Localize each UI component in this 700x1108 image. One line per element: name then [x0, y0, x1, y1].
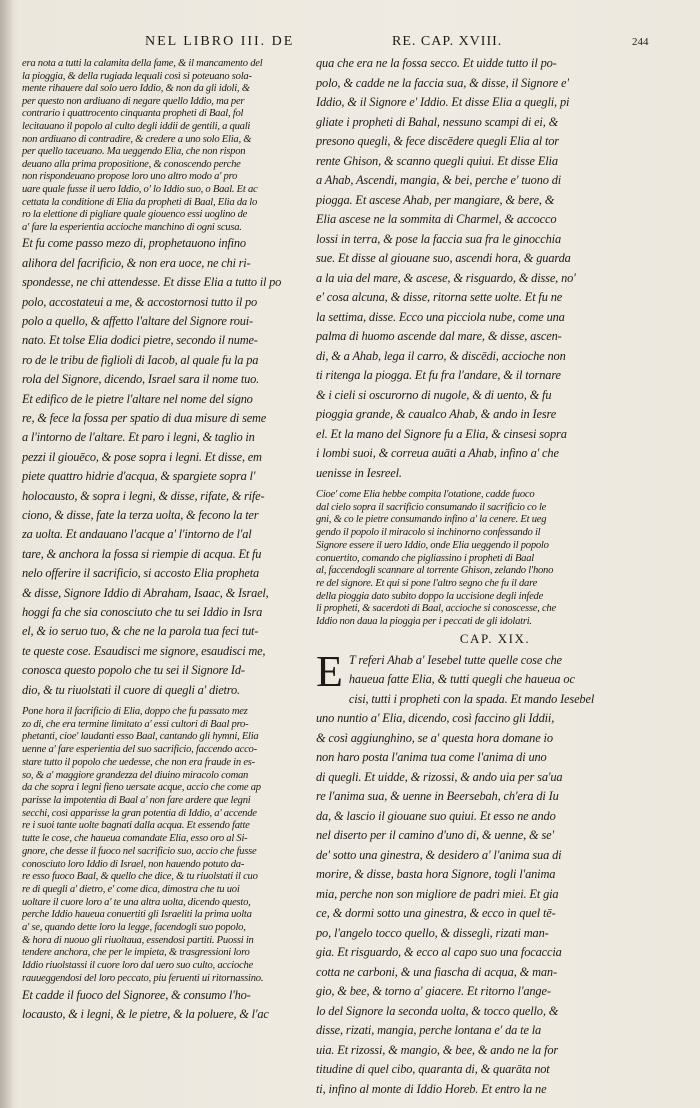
text-line: conosca questo popolo che tu sei il Signore Id-: [22, 663, 245, 678]
text-line: spondesse, ne chi attendesse. Et disse Elia a tutto il po: [22, 275, 282, 290]
commentary-line: era nota a tutti la calamita della fame, & il mancamento del: [22, 58, 263, 69]
commentary-line: Iddio riuolstassi il cuore loro dal uero suo culto, accioche: [22, 960, 253, 972]
text-line: i lombi suoi, & correua auāti a Ahab, infino a' che: [316, 446, 559, 460]
text-line: ti ritenga la piogga. Et fu fra l'andare, & il tornare: [316, 368, 561, 382]
text-line: te queste cose. Esaudisci me signore, esaudisci me,: [22, 643, 266, 658]
text-line: di, & a Ahab, lega il carro, & discēdi, accioche non: [316, 348, 566, 363]
chapter-text: [316, 646, 674, 1100]
left-intro-commentary: [22, 58, 308, 234]
text-line: & i cieli si oscurorno di nugole, & di uento, & fu: [316, 387, 552, 402]
commentary-line: uenne a' fare esperientia del suo sacrificio, faccendo acco-: [22, 744, 257, 756]
commentary-line: a' se, quando dette loro la legge, facendogli suo popolo,: [22, 922, 246, 934]
commentary-line: della pioggia dato subito doppo la uccisione degli infede: [316, 590, 544, 602]
text-line: dio, & tu riuolstati il cuore di quegli a' dietro.: [22, 682, 240, 697]
text-line: qua che era ne la fossa secco. Et uidde tutto il po-: [316, 56, 557, 70]
text-line: palma di huomo ascende dal mare, & disse, ascen-: [316, 329, 562, 343]
commentary-line: parisse la impotentia di Baal a' non fare ardere que legni: [22, 794, 251, 806]
commentary-line: gnore, che desse il fuoco nel sacrificio suo, accio che fusse: [22, 845, 257, 857]
commentary-line: conosciuto loro Iddio di Israel, non hauendo potuto da-: [22, 858, 245, 870]
left-closing-text: [22, 986, 308, 1025]
commentary-line: la pioggia, & della rugiada lequali così si poteuano sola-: [22, 70, 252, 82]
text-line: & così aggiunghino, se a' questa hora domane io: [316, 730, 553, 745]
commentary-line: deuano alla prima propositione, & conoscendo perche: [22, 158, 241, 170]
text-line: de' sotto una ginestra, & desidero a' l'anima sua di: [316, 847, 562, 862]
text-line: e' cosa alcuna, & disse, ritorna sette uolte. Et fu ne: [316, 290, 563, 304]
text-line: gio, & bee, & torno a' giacere. Et ritorno l'ange-: [316, 984, 551, 999]
text-line: gia. Et risguardo, & ecco al capo suo una focaccia: [316, 945, 562, 960]
chapter-heading: CAP. XIX.: [459, 630, 531, 646]
text-line: cisi, tutti i propheti con la spada. Et mando Iesebel: [348, 691, 595, 706]
commentary-line: conuertito, comando che pigliassino i propheti di Baal: [316, 552, 534, 564]
text-line: non haro posta l'anima tua come l'anima di uno: [316, 750, 547, 765]
text-line: presono quegli, & fece discēdere quegli Elia al tor: [316, 134, 559, 148]
commentary-line: a' fare la esperientia accioche manchino di ogni scusa.: [22, 221, 242, 233]
commentary-line: zo di, che era termine limitato a' essi cultori di Baal pro-: [22, 718, 249, 730]
text-line: uno nuntio a' Elia, dicendo, così faccino gli Iddii,: [316, 711, 555, 726]
commentary-line: li propheti, & sacerdoti di Baal, accioche si conoscesse, che: [316, 603, 556, 615]
commentary-line: lecitauano il popolo al culto degli iddii de gentili, a quali: [22, 120, 251, 132]
text-line: polo, & cadde ne la faccia sua, & disse, il Signore e': [316, 75, 569, 90]
commentary-line: gni, & co le pietre consumando infino a' la cenere. Et ueg: [316, 514, 547, 526]
text-line: pezzi il giouēco, & pose sopra i legni. Et disse, em: [22, 449, 262, 464]
drop-cap-initial: E: [316, 646, 343, 696]
commentary-line: Pone hora il facrificio di Elia, doppo che fu passato mez: [22, 706, 248, 718]
text-line: piogga. Et ascese Ahab, per mangiare, & bere, &: [316, 192, 555, 207]
text-line: polo a quello, & affetto l'altare del Signore roui-: [22, 313, 253, 328]
text-line: el, & io seruo tuo, & che ne la parola tua feci tut-: [22, 624, 259, 639]
commentary-line: Signore essere il uero Iddio, onde Elia ueggendo il popolo: [316, 539, 549, 551]
running-title-left: NEL LIBRO III. DE: [145, 34, 295, 49]
text-line: T referi Ahab a' Iesebel tutte quelle cose che: [348, 652, 562, 667]
text-line: re, & fece la fossa per spatio di dua misure di seme: [22, 410, 267, 425]
text-line: uenisse in Iesreel.: [316, 465, 402, 480]
commentary-line: ro la elettione di pigliare quale giouenco essi uoglino de: [22, 209, 248, 221]
commentary-line: re di quegli a' dietro, e' come dica, dimostra che tu uoi: [22, 883, 240, 895]
commentary-line: rauueggendosi del loro peccato, piu feruenti ui ritornassino.: [22, 972, 264, 984]
commentary-line: so, & a' maggiore grandezza del diuino miracolo coman: [22, 769, 249, 781]
text-line: Et edifico de le pietre l'altare nel nome del signo: [22, 391, 253, 406]
commentary-line: re i suoi tante uolte bagnati dalla acqua. Et essendo fatte: [22, 820, 250, 832]
commentary-line: contrario i quattrocento cinquanta propheti di Baal, fol: [22, 108, 244, 120]
right-commentary: [316, 489, 674, 629]
commentary-line: re del signore. Et qui si pone l'altro segno che fu il dare: [316, 577, 538, 589]
text-line: haueua fatte Elia, & tutti quegli che haueua oc: [348, 672, 575, 687]
commentary-line: per quello taceuano. Ma ueggendo Elia, che non rispon: [22, 146, 246, 158]
text-line: tare, & anchora la fossa si riempie di acqua. Et fu: [22, 546, 262, 561]
text-line: titudine di quel cibo, quaranta di, & quarāta not: [316, 1062, 550, 1077]
text-line: el. Et la mano del Signore fu a Elia, & cinsesi sopra: [316, 426, 567, 441]
commentary-line: Iddio non daua la pioggia per i peccati de gli idolatri.: [316, 616, 532, 628]
left-column: [22, 58, 308, 1078]
commentary-line: stare tutto il popolo che uedesse, che non era fraude in es-: [22, 756, 255, 768]
commentary-line: secchi, così apparisse la gran potentia di Iddio, a' accende: [22, 807, 257, 819]
text-line: Et fu come passo mezo di, prophetauono infino: [22, 236, 246, 251]
text-line: locausto, & i legni, & le pietre, & la poluere, & l'ac: [22, 1006, 269, 1021]
text-line: po, l'angelo tocco quello, & dissegli, rizati man-: [316, 925, 549, 940]
commentary-line: al, faccendogli scannare al torrente Ghison, zelando l'hono: [316, 565, 554, 577]
text-line: a l'intorno de l'altare. Et paro i legni, & taglio in: [22, 430, 255, 445]
commentary-line: Cioe' come Elia hebbe compita l'otatione, cadde fuoco: [316, 489, 535, 500]
commentary-line: perche Iddio haueua conuertiti gli Israeliti la prima uolta: [22, 909, 252, 921]
text-line: & disse, Signore Iddio di Abraham, Isaac, & Israel,: [22, 585, 269, 600]
text-line: ce, & dormi sotto una ginestra, & ecco in quel tē-: [316, 906, 556, 921]
commentary-line: cettata la conditione di Elia da propheti di Baal, Elia da lo: [22, 196, 258, 208]
commentary-line: mente rihauere dal solo uero Iddio, & non da gli idoli, &: [22, 83, 250, 95]
text-line: di quegli. Et uidde, & rizossi, & ando uia per sa'ua: [316, 769, 563, 784]
text-line: nato. Et tolse Elia dodici pietre, secondo il nume-: [22, 333, 258, 348]
commentary-line: uare quale fusse il uero Iddio, o' lo Iddio suo, o Baal. Et ac: [22, 183, 258, 195]
commentary-line: re esso fuoco Baal, & quello che dice, & tu riuolstati il cuo: [22, 871, 258, 883]
binding-shadow: [0, 0, 14, 1108]
text-line: alihora del facrificio, & non era uoce, ne chi ri-: [22, 255, 251, 270]
commentary-line: non ardiuano di contradire, & credere a uno solo Elia, &: [22, 133, 252, 145]
folio-number: 244: [632, 36, 649, 48]
text-line: a Ahab, Ascendi, mangia, & bei, perche e' tuono di: [316, 173, 562, 187]
text-line: a la uia del mare, & ascese, & risguardo, & disse, no': [316, 270, 576, 285]
text-line: la settima, disse. Ecco una picciola nube, come una: [316, 309, 565, 324]
text-line: lossi in terra, & pose la faccia sua fra le ginocchia: [316, 231, 562, 246]
text-line: ro de le tribu de figlioli di Iacob, al quale fu la pa: [22, 352, 259, 367]
text-line: pioggia grande, & caualco Ahab, & ando in Iesre: [316, 407, 557, 421]
left-commentary: [22, 706, 308, 985]
commentary-line: non rispondeuano propose loro uno altro modo a' pro: [22, 171, 238, 183]
text-line: za uolta. Et andauano l'acque a' l'intorno de l'al: [22, 527, 252, 542]
text-line: morire, & disse, basta hora Signore, togli l'anima: [316, 867, 556, 882]
text-line: Iddio, & il Signore e' Iddio. Et disse Elia a quegli, pi: [316, 95, 570, 109]
running-title-right: RE. CAP. XVIII.: [392, 34, 503, 49]
text-line: nelo offerire il sacrificio, si accosto Elia propheta: [22, 566, 259, 581]
right-main-text: [316, 54, 674, 483]
text-line: da, & lascio il giouane suo quiui. Et esso ne ando: [316, 808, 556, 823]
commentary-line: tutte le cose, che haueua comandate Elia, esso oro al Si-: [22, 833, 248, 845]
text-line: ciono, & disse, fate la terza uolta, & fecono la ter: [22, 508, 259, 522]
text-line: rola del Signore, dicendo, Israel sara il nome tuo.: [22, 372, 260, 387]
text-line: ti, infino al monte di Iddio Horeb. Et entro la ne: [316, 1081, 547, 1096]
right-column: [316, 54, 674, 1096]
text-line: lo del Signore la seconda uolta, & tocco quello, &: [316, 1003, 559, 1018]
text-line: uia. Et rizossi, & mangio, & bee, & ando ne la for: [316, 1042, 559, 1057]
text-line: disse, rizati, mangia, perche lontana e' da te la: [316, 1023, 542, 1038]
text-line: gliate i propheti di Bahal, nessuno scampi di ei, &: [316, 114, 559, 129]
text-line: holocausto, & sopra i legni, & disse, rifate, & rife-: [22, 488, 265, 503]
text-line: sue. Et disse al giouane suo, ascendi hora, & guarda: [316, 251, 571, 265]
text-line: polo, accostateui a me, & accostornosi tutto il po: [22, 294, 258, 309]
left-main-text: [22, 234, 308, 700]
text-line: piete quattro hidrie d'acqua, & spargiete sopra l': [22, 469, 256, 484]
commentary-line: gendo il popolo il miracolo si inchinorno confessando il: [316, 527, 541, 539]
commentary-line: tendere anchora, che per le impieta, & trasgressioni loro: [22, 947, 250, 959]
text-line: nel diserto per il camino d'uno di, & uenne, & se': [316, 828, 555, 843]
text-line: rente Ghison, & scanno quegli quiui. Et disse Elia: [316, 153, 558, 168]
commentary-line: & hora di nuouo gli riuoltaua, essendosi partiti. Puossi in: [22, 934, 254, 946]
text-line: cotta ne carboni, & una fiascha di acqua, & man-: [316, 964, 557, 979]
running-header: [0, 34, 700, 56]
commentary-line: dal cielo sopra il sacrificio consumando il sacrificio co le: [316, 501, 547, 513]
text-line: Et cadde il fuoco del Signoree, & consumo l'ho-: [22, 987, 251, 1002]
commentary-line: per questo non ardiuano di negare quello Iddio, ma per: [22, 95, 245, 107]
text-line: Elia ascese ne la sommita di Charmel, & accocco: [316, 212, 557, 226]
commentary-line: uoltare il cuore loro a' te una altra uolta, dicendo questo,: [22, 896, 251, 908]
text-line: mia, perche non son migliore de padri miei. Et gia: [316, 886, 559, 901]
commentary-line: da che sopra i legni fieno uersate acque, accio che come ap: [22, 782, 261, 794]
text-line: hoggi fa che sia conosciuto che tu sei Iddio in Isra: [22, 605, 263, 620]
commentary-line: phetanti, cioe' laudanti esso Baal, cantando gli hymni, Elia: [22, 731, 259, 743]
text-line: re l'anima sua, & uenne in Beersebah, ch'era di Iu: [316, 789, 559, 804]
